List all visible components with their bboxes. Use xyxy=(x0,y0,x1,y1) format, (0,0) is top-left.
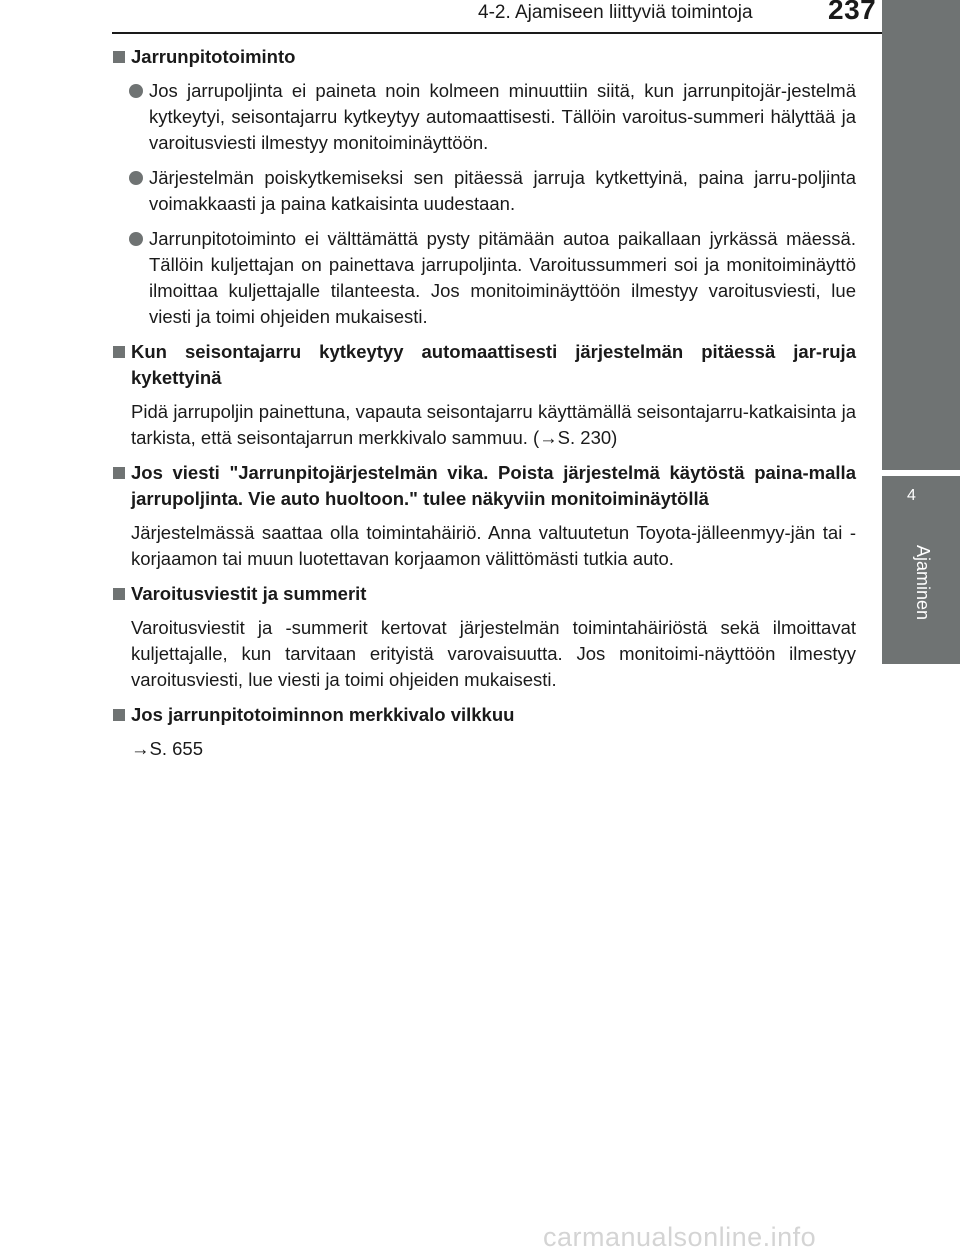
side-tab-upper-bar xyxy=(882,0,960,470)
running-header-section: 4-2. Ajamiseen liittyviä toimintoja xyxy=(478,2,753,23)
section-paragraph: Pidä jarrupoljin painettuna, vapauta seisontajarru käyttämällä seisontajarru-katkaisinta ja tarkista, että seisontajarrun merkkivalo sammuu. (→S. 230) xyxy=(131,401,856,448)
header-rule xyxy=(112,32,960,34)
watermark-logo: carmanualsonline.info xyxy=(543,1222,817,1252)
bullet-item xyxy=(112,78,856,156)
bullet-item xyxy=(112,226,856,330)
square-bullet-icon xyxy=(113,467,125,479)
section-heading-text: Varoitusviestit ja summerit xyxy=(131,583,367,604)
section-heading xyxy=(112,460,856,512)
section-paragraph: Järjestelmässä saattaa olla toimintahäiriö. Anna valtuutetun Toyota-jälleenmyy-jän tai -korjaamon tai muun luotettavan korjaamon välittömästi tutkia auto. xyxy=(131,522,856,569)
square-bullet-icon xyxy=(113,588,125,600)
section-heading-text: Jarrunpitotoiminto xyxy=(131,46,296,67)
chapter-tab-number: 4 xyxy=(907,487,916,504)
section-heading xyxy=(112,44,856,70)
square-bullet-icon xyxy=(113,709,125,721)
square-bullet-icon xyxy=(113,346,125,358)
page-number: 237 xyxy=(828,0,877,25)
circle-bullet-icon xyxy=(129,171,143,185)
chapter-tab-label: Ajaminen xyxy=(913,545,933,621)
section-heading xyxy=(112,581,856,607)
section-paragraph: Varoitusviestit ja -summerit kertovat järjestelmän toimintahäiriöstä sekä ilmoittavat kuljettajalle, kun tarvitaan erityistä varovaisuutta. Jos monitoimi-näyttöön ilmestyy varoitusviesti, lue viesti ja toimi ohjeiden mukaisesti. xyxy=(131,617,856,690)
circle-bullet-icon xyxy=(129,84,143,98)
bullet-text: Jos jarrupoljinta ei paineta noin kolmeen minuuttiin siitä, kun jarrunpitojär-jestelmä kytkeytyi, seisontajarru kytkeytyy automaattisesti. Tällöin varoitus-summeri hälyttää ja varoitusviesti ilmestyy monitoiminäyttöön. xyxy=(149,80,856,153)
section-heading-text: Kun seisontajarru kytkeytyy automaattisesti järjestelmän pitäessä jar-ruja kykettyinä xyxy=(131,341,856,388)
page-content xyxy=(112,44,856,771)
section-heading-text: Jos jarrunpitotoiminnon merkkivalo vilkkuu xyxy=(131,704,515,725)
section-heading xyxy=(112,702,856,728)
bullet-text: Järjestelmän poiskytkemiseksi sen pitäessä jarruja kytkettyinä, paina jarru-poljinta voimakkaasti ja paina katkaisinta uudestaan. xyxy=(149,167,856,214)
section-heading-text: Jos viesti "Jarrunpitojärjestelmän vika. Poista järjestelmä käytöstä paina-malla jarrupoljinta. Vie auto huoltoon." tulee näkyviin monitoiminäytöllä xyxy=(131,462,856,509)
bullet-item xyxy=(112,165,856,217)
square-bullet-icon xyxy=(113,51,125,63)
bullet-text: Jarrunpitotoiminto ei välttämättä pysty pitämään autoa paikallaan jyrkässä mäessä. Tällöin kuljettajan on painettava jarrupoljinta. Varoitussummeri soi ja monitoiminäyttö ilmoittaa kuljettajalle tilanteesta. Jos monitoiminäyttöön ilmestyy varoitusviesti, lue viesti ja toimi ohjeiden mukaisesti. xyxy=(149,228,856,327)
section-heading xyxy=(112,339,856,391)
circle-bullet-icon xyxy=(129,232,143,246)
page-reference: →S. 655 xyxy=(131,738,203,759)
